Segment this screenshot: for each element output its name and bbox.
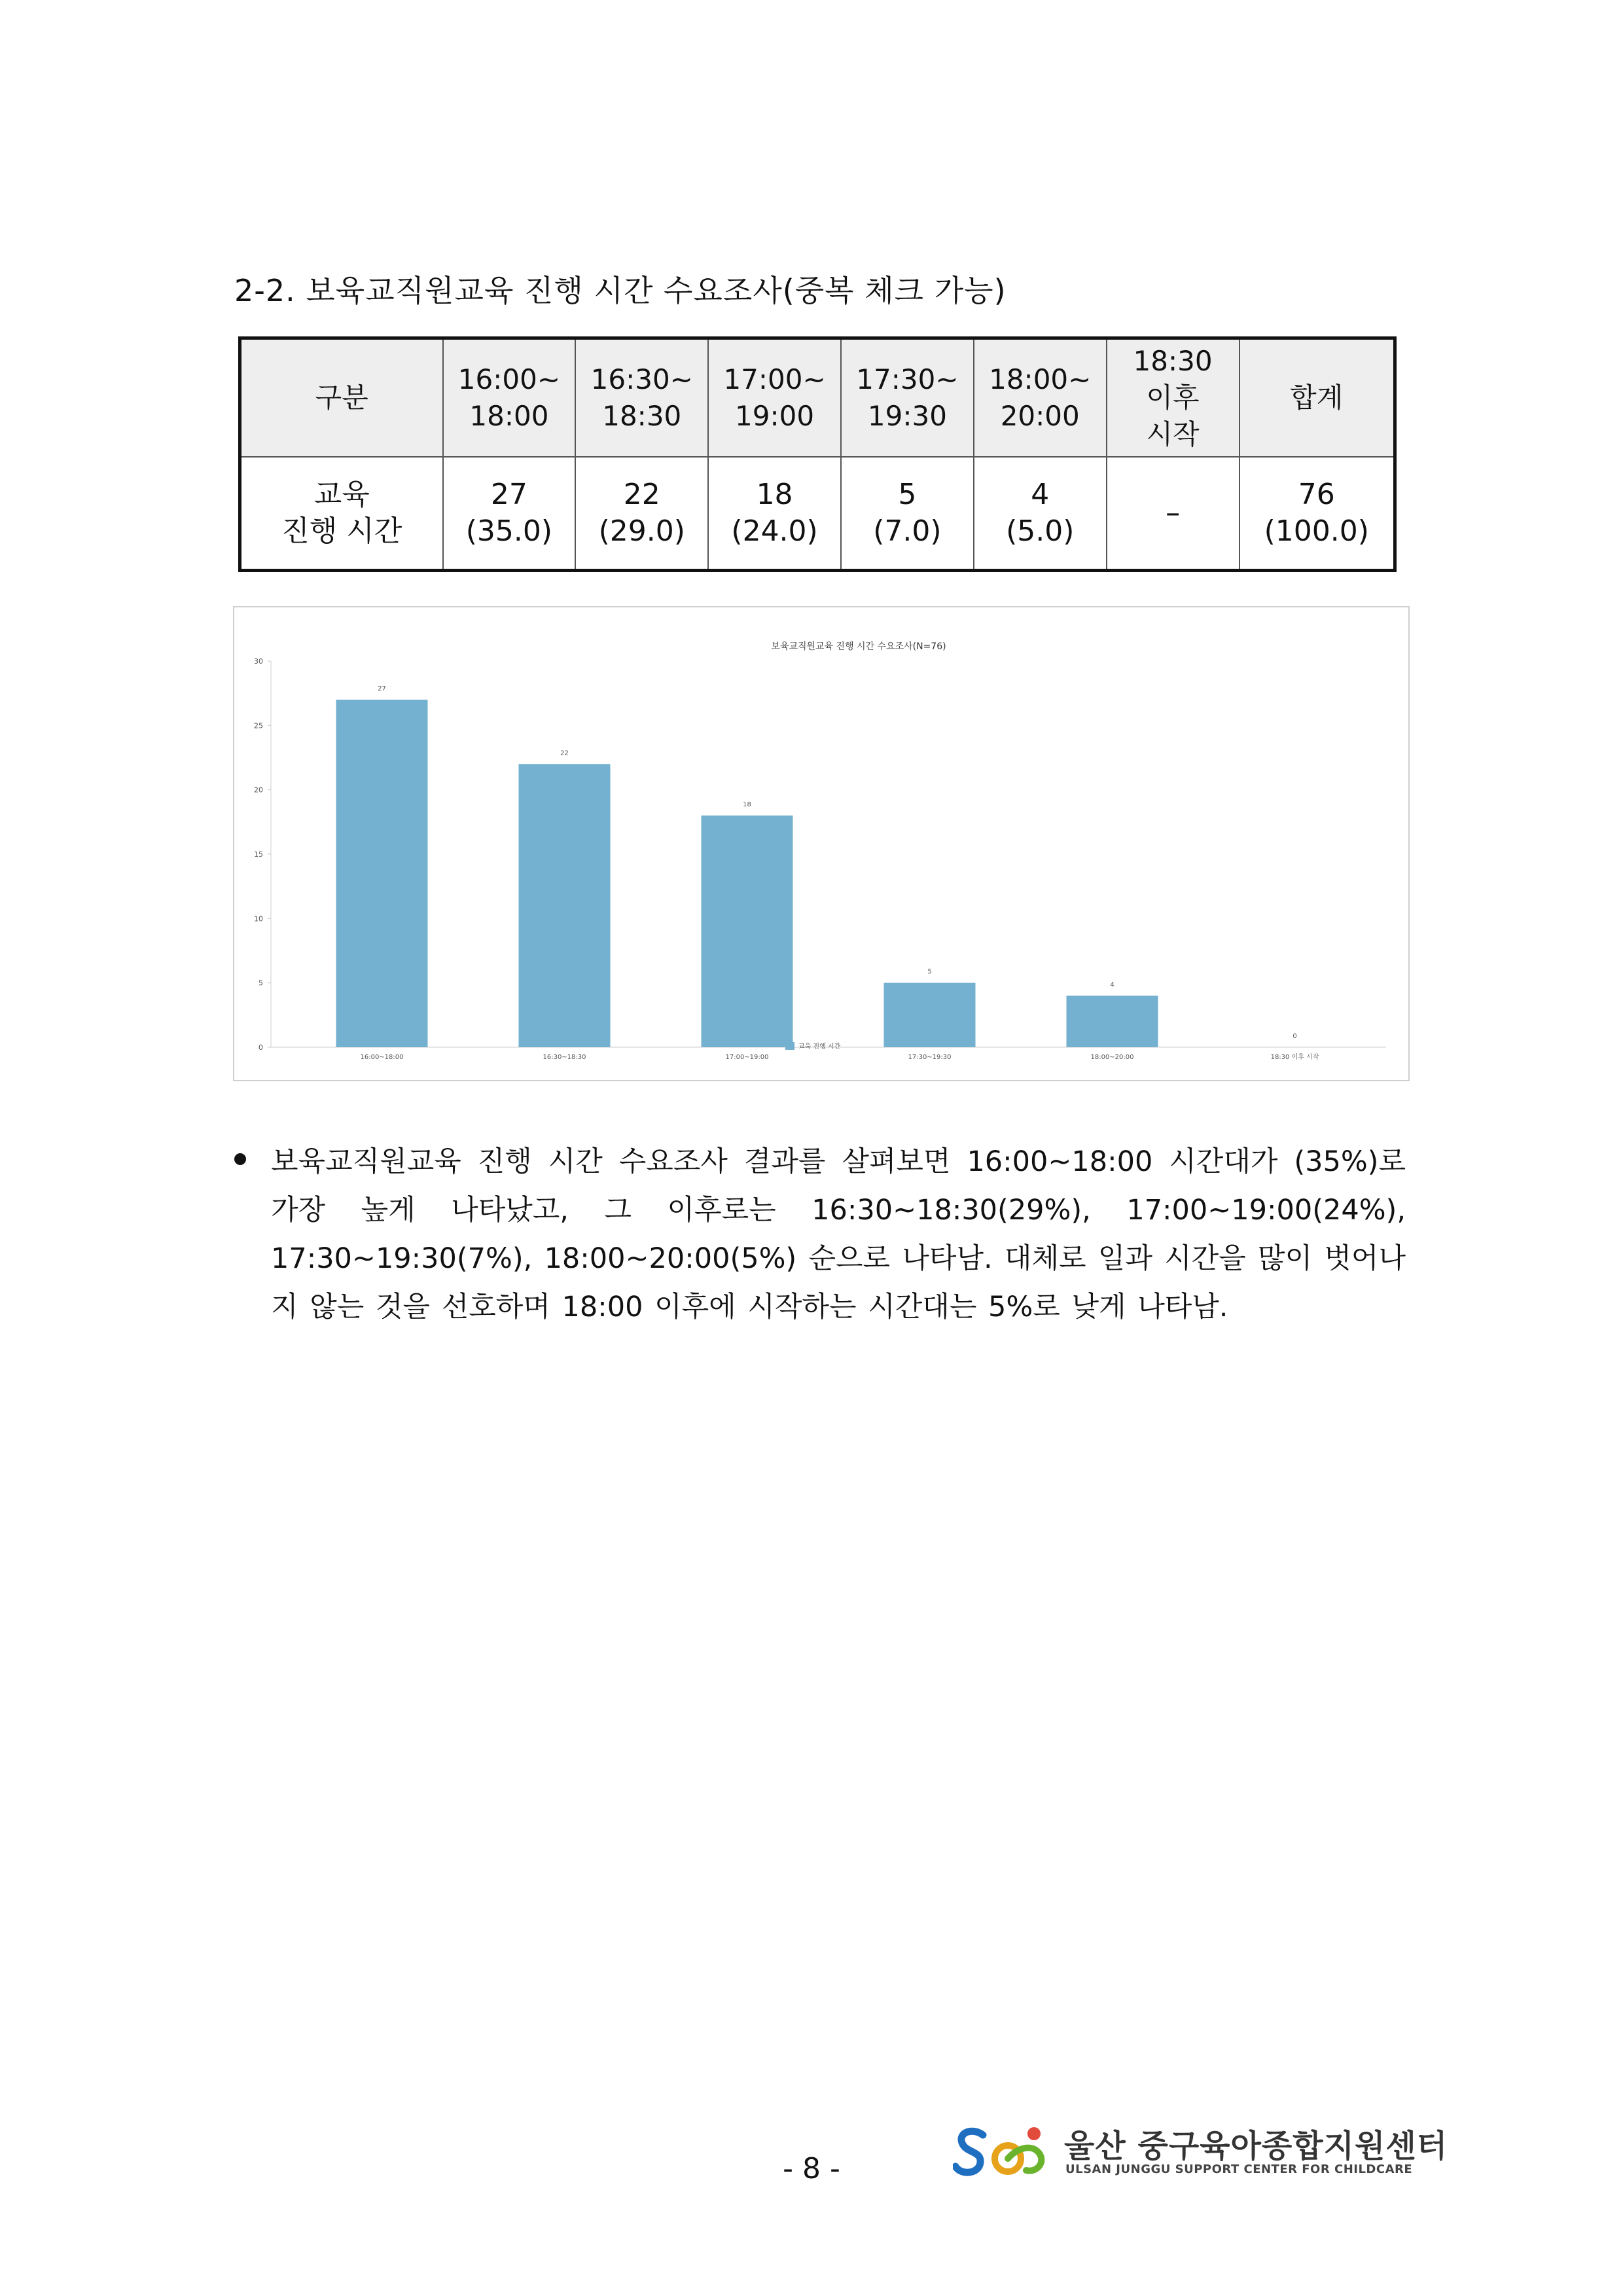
x-tick-label: 16:00~18:00 (360, 1054, 404, 1061)
table-header-cell: 합계 (1240, 338, 1395, 457)
y-tick-label: 15 (254, 850, 263, 859)
y-tick-label: 20 (254, 785, 263, 795)
x-tick-label: 18:30 이후 시작 (1270, 1054, 1319, 1061)
survey-table (238, 336, 1397, 572)
table-cell: – (1107, 457, 1240, 571)
data-label: 22 (560, 749, 569, 757)
table-cell: 22 (29.0) (575, 457, 708, 571)
bullet-paragraph (234, 1138, 1406, 1331)
section-title: 2-2. 보육교직원교육 진행 시간 수요조사(중복 체크 가능) (234, 273, 1007, 308)
bar (1067, 996, 1158, 1047)
bullet-icon (234, 1153, 246, 1165)
y-tick-label: 25 (254, 721, 263, 730)
chart-title: 보육교직원교육 진행 시간 수요조사(N=76) (771, 641, 946, 652)
data-label: 0 (1293, 1033, 1297, 1040)
table-cell: 4 (5.0) (974, 457, 1107, 571)
table-cell: 18 (24.0) (708, 457, 841, 571)
legend-swatch (785, 1042, 794, 1050)
data-label: 18 (743, 801, 751, 808)
table-cell: 27 (35.0) (443, 457, 576, 571)
table-cell: 5 (7.0) (841, 457, 974, 571)
table-cell: 76 (100.0) (1240, 457, 1395, 571)
legend-label: 교육 진행 시간 (798, 1043, 841, 1050)
logo-name: 울산 중구육아종합지원센터 (1064, 2128, 1448, 2164)
data-label: 4 (1110, 981, 1115, 989)
data-label: 5 (927, 968, 932, 976)
table-row-label: 교육 진행 시간 (240, 457, 443, 571)
table-header-cell: 17:30~ 19:30 (841, 338, 974, 457)
table-header-cell: 16:00~ 18:00 (443, 338, 576, 457)
table-header-cell: 구분 (240, 338, 443, 457)
x-tick-label: 17:00~19:00 (725, 1054, 769, 1061)
y-tick-label: 5 (259, 978, 263, 988)
y-tick-label: 10 (254, 914, 263, 924)
x-tick-label: 17:30~19:30 (908, 1054, 952, 1061)
bullet-text: 보육교직원교육 진행 시간 수요조사 결과를 살펴보면 16:00~18:00 시간대가 (35%)로 가장 높게 나타났고, 그 이후로는 16:30~18:30(29%), 17:00~19:00(24%), 17:30~19:30(7%), 18:00~20:00(5%) 순으로 나타남. 대체로 일과 시간을 많이 벗어나지 않는 것을 선호하며 18:00 이후에 시작하는 시간대는 5%로 낮게 나타남. (271, 1145, 1406, 1323)
y-tick-label: 30 (254, 657, 263, 666)
y-tick-label: 0 (259, 1043, 263, 1052)
chart-svg (234, 607, 1408, 1080)
bar (519, 764, 611, 1047)
bar-chart (233, 606, 1410, 1081)
data-label: 27 (378, 685, 386, 692)
table-header-cell: 18:30 이후 시작 (1107, 338, 1240, 457)
page-number: - 8 - (783, 2152, 840, 2185)
table-row (240, 457, 1395, 571)
x-tick-label: 16:30~18:30 (543, 1054, 586, 1061)
table-header-cell: 16:30~ 18:30 (575, 338, 708, 457)
bar (884, 983, 976, 1047)
table-header-row (240, 338, 1395, 457)
table-header-cell: 17:00~ 19:00 (708, 338, 841, 457)
bar (336, 700, 428, 1047)
logo-subtitle: ULSAN JUNGGU SUPPORT CENTER FOR CHILDCARE (1065, 2162, 1413, 2176)
x-tick-label: 18:00~20:00 (1090, 1054, 1134, 1061)
bar (702, 816, 793, 1047)
table-header-cell: 18:00~ 20:00 (974, 338, 1107, 457)
